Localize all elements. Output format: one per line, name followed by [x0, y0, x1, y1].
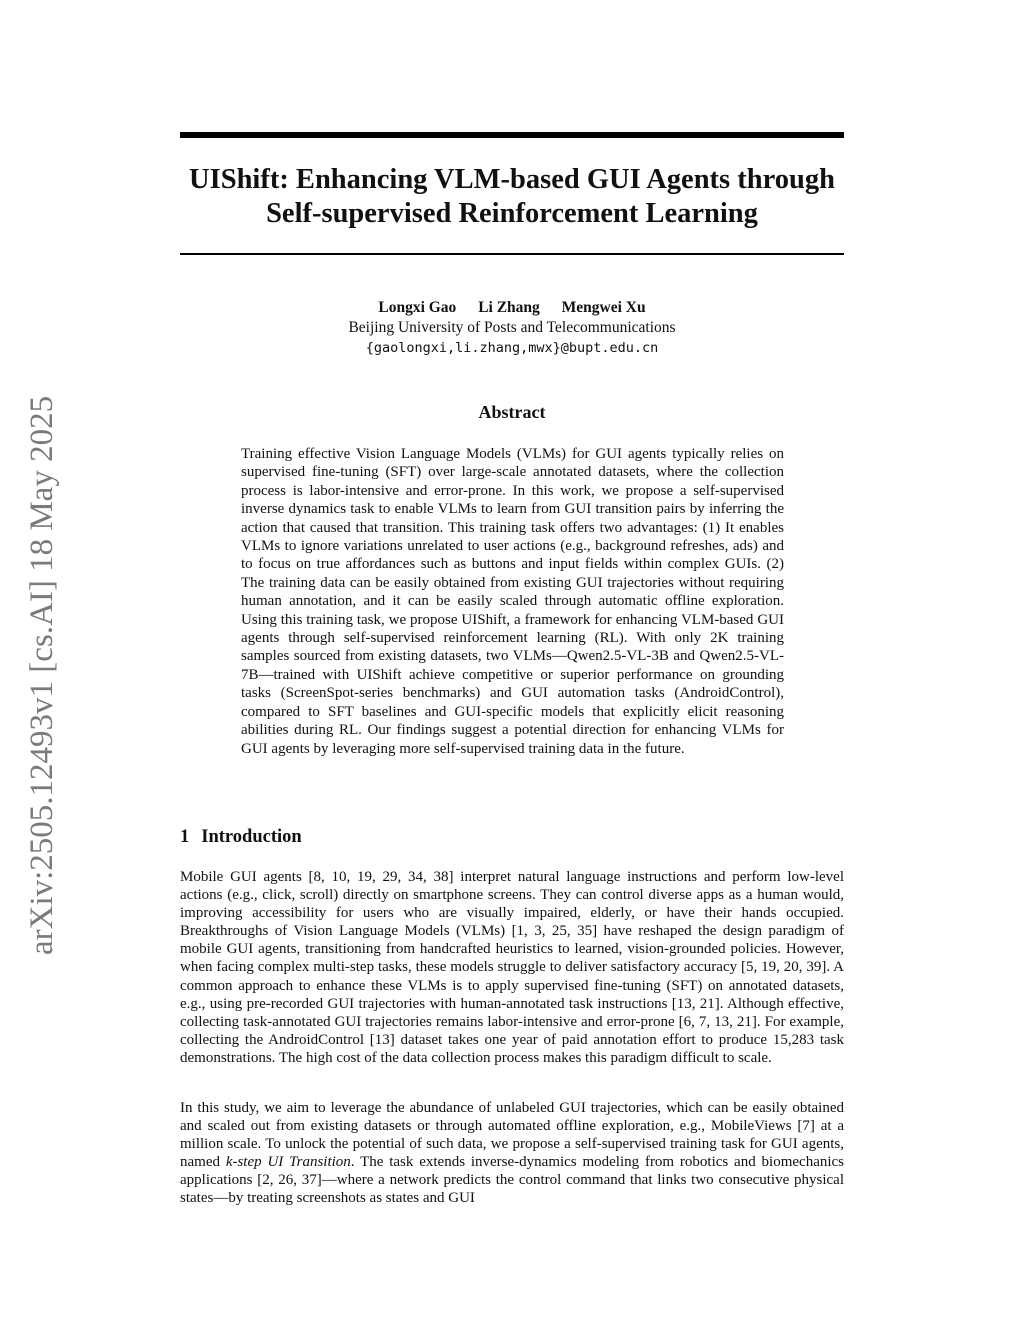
author-emails: {gaolongxi,li.zhang,mwx}@bupt.edu.cn — [365, 340, 659, 356]
author-names — [180, 298, 844, 318]
intro-paragraph-1: Mobile GUI agents [8, 10, 19, 29, 34, 38] interpret natural language instructions and perform low-level actions (e.g., click, scroll) directly on smartphone screens. They can control diverse apps as a human would, improving accessibility for users who are visually impaired, elderly, or have their hands occupied. Breakthroughs of Vision Language Models (VLMs) [1, 3, 25, 35] have reshaped the design paradigm of mobile GUI agents, transitioning from handcrafted heuristics to learned, vision-grounded policies. However, when facing complex multi-step tasks, these models struggle to deliver satisfactory accuracy [5, 19, 20, 39]. A common approach to enhance these VLMs is to apply supervised fine-tuning (SFT) on annotated datasets, e.g., using pre-recorded GUI trajectories with human-annotated task instructions [13, 21]. Although effective, collecting task-annotated GUI trajectories remains labor-intensive and error-prone [6, 7, 13, 21]. For example, collecting the AndroidControl [13] dataset takes one year of paid annotation effort to produce 15,283 task demonstrations. The high cost of the data collection process makes this paradigm difficult to scale. — [180, 869, 844, 1066]
paper-title — [180, 163, 844, 231]
title-top-rule — [180, 132, 844, 138]
author-name: Longxi Gao — [378, 299, 457, 316]
section-title: Introduction — [201, 827, 302, 847]
title-line-1: UIShift: Enhancing VLM-based GUI Agents through — [189, 164, 835, 195]
intro-paragraph-2 — [180, 1099, 844, 1208]
task-name-emphasis: k-step UI Transition — [225, 1154, 351, 1171]
author-name: Mengwei Xu — [561, 299, 646, 316]
title-bottom-rule — [180, 253, 844, 255]
intro-paragraph-2-part-1: In this study, we aim to leverage the abundance of unlabeled GUI trajectories, which can be easily obtained and scaled out from existing datasets or through automated offline exploration, e.g., MobileViews [7] at a million scale. To unlock the potential of such data, we propose a self-supervised training task for GUI agents, named — [180, 1100, 844, 1171]
author-block — [180, 298, 844, 358]
arxiv-identifier: arXiv:2505.12493v1 [cs.AI] 18 May 2025 — [24, 395, 60, 955]
section-heading-introduction — [180, 827, 302, 848]
author-name: Li Zhang — [478, 299, 540, 316]
abstract-heading: Abstract — [478, 402, 546, 422]
abstract-text: Training effective Vision Language Models (VLMs) for GUI agents typically relies on supervised fine-tuning (SFT) over large-scale annotated datasets, where the collection process is labor-intensive and error-prone. In this work, we propose a self-supervised inverse dynamics task to enable VLMs to learn from GUI transition pairs by inferring the action that caused that transition. This training task offers two advantages: (1) It enables VLMs to ignore variations unrelated to user actions (e.g., background refreshes, ads) and to focus on true affordances such as buttons and input fields within complex GUIs. (2) The training data can be easily obtained from existing GUI trajectories without requiring human annotation, and it can be easily scaled through automatic offline exploration. Using this training task, we propose UIShift, a framework for enhancing VLM-based GUI agents through self-supervised reinforcement learning (RL). With only 2K training samples sourced from existing datasets, two VLMs—Qwen2.5-VL-3B and Qwen2.5-VL-7B—trained with UIShift achieve competitive or superior performance on grounding tasks (ScreenSpot-series benchmarks) and GUI automation tasks (AndroidControl), compared to SFT baselines and GUI-specific models that explicitly elicit reasoning abilities during RL. Our findings suggest a potential direction for enhancing VLMs for GUI agents by leveraging more self-supervised training data in the future. — [241, 446, 784, 757]
affiliation: Beijing University of Posts and Telecommunications — [348, 319, 676, 336]
title-line-2: Self-supervised Reinforcement Learning — [266, 198, 758, 229]
intro-paragraph-2-part-2: . The task extends inverse-dynamics modeling from robotics and biomechanics applications [2, 26, 37]—where a network predicts the control command that links two consecutive physical states—by treating screenshots as states and GUI — [180, 1154, 845, 1207]
section-number: 1 — [180, 827, 190, 847]
